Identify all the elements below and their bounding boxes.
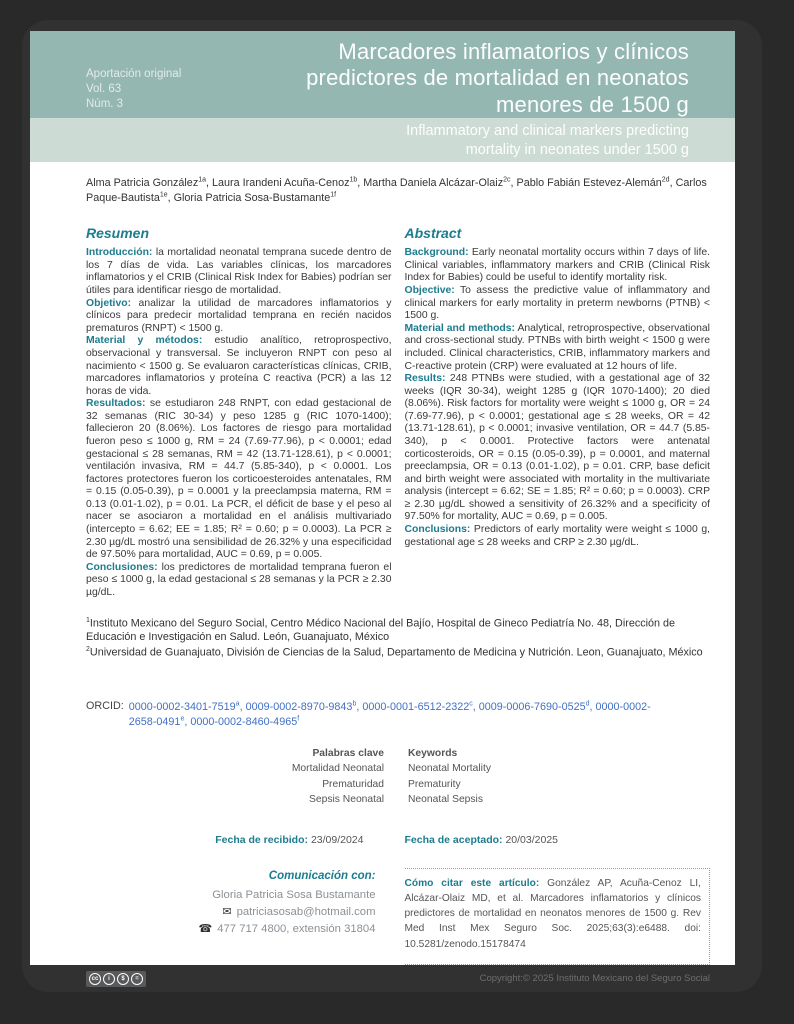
email-icon: ✉ <box>222 905 232 918</box>
contact-phone-row <box>86 921 376 938</box>
citation-label: Cómo citar este artículo: <box>404 877 540 889</box>
abstract-conclusions: Conclusions: Predictors of early mortality were weight ≤ 1000 g, gestational age ≤ 28 weeks and CRP ≥ 2.30 µg/dL. <box>404 524 710 548</box>
abstract-background: Background: Early neonatal mortality occurs within 7 days of life. Clinical variables, inflammatory markers and CRIB (Clinical Risk Index for Babies) could be useful to identify mortality risk. <box>404 247 710 284</box>
orcid-link[interactable]: 0000-0002-3401-7519$^a$ , <box>129 701 246 713</box>
author-list <box>86 175 710 205</box>
orcid-link[interactable]: 0009-0002-8970-9843$^b$ , <box>246 701 363 713</box>
abstract-column <box>405 225 711 599</box>
citation-block <box>405 868 711 965</box>
author: Carlos Paque-Bautista$^{1e}$ , <box>86 177 707 204</box>
contact-heading: Comunicación con: <box>268 869 376 882</box>
header-band <box>30 31 735 118</box>
orcid-link[interactable]: 0000-0002-2658-0491e , <box>129 701 651 728</box>
license-text: Licencia CC 4.0 <box>152 972 230 985</box>
author: Laura Irandeni Acuña-Cenoz$^{1b}$ , <box>212 177 363 189</box>
orcid-link[interactable]: 0000-0002-8460-4965$^f$ <box>190 715 300 729</box>
license-block <box>86 971 230 987</box>
affiliation-2: $^2$Universidad de Guanajuato, División de Ciencias de la Salud, Departamento de Medicina y Nutrición. Leon, Guanajuato, México <box>86 645 703 659</box>
page-footer <box>86 965 710 997</box>
cc-license-icon <box>86 971 146 987</box>
keyword-es: Prematuridad <box>322 778 384 790</box>
author-affiliation-sup: 1b <box>349 176 358 183</box>
contact-citation-row <box>86 868 710 965</box>
keywords-spanish <box>86 746 388 808</box>
resumen-objetivo: Objetivo: analizar la utilidad de marcadores inflamatorios y clínicos para predecir mortalidad temprana en recién nacidos prematuros (RNPT) < 1500 g. <box>86 297 392 334</box>
resumen-column <box>86 225 392 599</box>
title-spanish: Marcadores inflamatorios y clínicos predictores de mortalidad en neonatos menores de 1500 g <box>306 39 689 117</box>
contact-name: Gloria Patricia Sosa Bustamante <box>212 888 376 901</box>
copyright-text: Copyright:© 2025 Instituto Mexicano del Seguro Social <box>479 973 710 985</box>
keywords-es-header: Palabras clave <box>312 747 384 759</box>
resumen-resultados: Resultados: se estudiaron 248 RNPT, con edad gestacional de 32 semanas (RIC 30-34) y peso 1285 g (RIC 1070-1400); fallecieron 20 (8.06%). Los factores de riesgo para mortalidad fueron peso ≤ 1000 g, RM = 24 (7.69-77.96), p < 0.0001; edad gestacional ≤ 28 semanas, RM = 42 (13.71-128.61), p < 0.0001; ventilación invasiva, RM = 44.7 (5.85-340), p < 0.0001. Los factores protectores fueron los corticoesteroides antenatales, RM = 0.15 (0.05-0.39), p = 0.0001 y la preeclampsia materna, RM = 0.13 (0.01-1.02), p = 0.01. La PCR, el déficit de base y el peso al nacer se asociaron a mortalidad en el análisis multivariado (intercepto = 6.62; EE = 1.85; R² = 0.60; p = 0.0003). La PCR ≥ 2.30 µg/dL mostró una sensibilidad de 26.32% y una especificidad de 97.50% para mortalidad, AUC = 0.69, p = 0.005. <box>86 398 392 561</box>
keywords-english <box>408 746 710 808</box>
keyword-en: Neonatal Sepsis <box>408 794 483 806</box>
author-affiliation-sup: 1f <box>330 191 337 199</box>
article-type: Aportación original <box>86 68 182 80</box>
affiliation-1: $^1$Instituto Mexicano del Seguro Social, Centro Médico Nacional del Bajío, Hospital de Gineco Pediatría No. 48, Dirección de Educación e Investigación en Salud. León, Guanajuato, México <box>86 616 676 644</box>
orcid-link[interactable]: 0000-0001-6512-2322$^c$ , <box>362 701 478 713</box>
keyword-en: Prematurity <box>408 778 461 790</box>
article-page <box>30 31 735 985</box>
title-english: Inflammatory and clinical markers predicting mortality in neonates under 1500 g <box>406 123 689 158</box>
cc-by-icon: i <box>103 973 115 985</box>
issue-number: Núm. 3 <box>86 97 124 110</box>
contact-phone: 477 717 4800, extensión 31804 <box>217 922 376 935</box>
abstract-results: Results: 248 PTNBs were studied, with a gestational age of 32 weeks (IQR 30-34), weight 1285 g (IQR 1070-1400); 20 died (8.06%). Risk factors for mortality were weight ≤ 1000 g, OR = 24 (7.69-77.96), p < 0.0001; gestational age ≤ 28 weeks, OR = 42 (13.71-128.61), p < 0.0001; invasive ventilation, OR = 44.7 (5.85-340), p < 0.0001. Protective factors were antenatal corticosteroids, OR = 0.15 (0.05-0.39), p = 0.0001, and maternal preeclampsia, OR = 0.13 (0.01-1.02), p = 0.01. CRP, base deficit and birth weight were associated with mortality in the multivariate analysis (intercept = 6.62; SE = 1.85; R² = 0.60; p = 0.0003). CRP ≥ 2.30 µg/dL showed a sensitivity of 26.32% and a specificity of 97.50% for mortality, AUC = 0.69, p = 0.005. <box>404 373 710 523</box>
resumen-conclusiones: Conclusiones: los predictores de mortalidad temprana fueron el peso ≤ 1000 g, la edad gestacional ≤ 28 semanas y la PCR ≥ 2.30 µg/dL. <box>86 561 392 598</box>
subtitle-band <box>30 118 735 162</box>
page-content <box>30 162 735 997</box>
orcid-block <box>86 699 710 729</box>
author: Pablo Fabián Estevez-Alemán$^{2d}$ , <box>517 177 676 189</box>
author: Gloria Patricia Sosa-Bustamante$^{1f}$ <box>173 191 337 204</box>
orcid-link[interactable]: 0009-0006-7690-0525$^d$ , <box>479 701 596 713</box>
abstract-objective: Objective: To assess the predictive value of inflammatory and clinical markers for early mortality in preterm newborns (PTNB) < 1500 g. <box>404 285 711 322</box>
dates-block <box>86 834 710 846</box>
author: Alma Patricia González$^{1a}$ , <box>86 177 212 189</box>
author-affiliation-sup: 1e <box>159 191 168 199</box>
author-affiliation-sup: 2d <box>661 176 670 183</box>
contact-email-row <box>86 904 376 921</box>
abstract-columns <box>86 225 710 599</box>
author-affiliation-sup: 2c <box>503 176 511 183</box>
phone-icon: ☎ <box>198 922 213 935</box>
contact-block <box>86 868 392 965</box>
cc-nc-icon: $ <box>117 973 129 985</box>
resumen-material-metodos: Material y métodos: estudio analítico, retroprospectivo, observacional y transversal. Se incluyeron RNPT con peso al nacimiento < 1500 g. Se evaluaron características clínicas, CRIB, marcadores inflamatorios y proteína C reactiva (PCR) a las 12 horas de vida. <box>86 335 392 397</box>
abstract-material-methods: Material and methods: Analytical, retroprospective, observational and cross-sectional study. PTNBs with birth weight < 1500 g were included. Clinical characteristics, CRIB, inflammatory markers and C-reactive protein (CRP) were evaluated at 12 hours of life. <box>404 322 710 372</box>
affiliations <box>86 616 710 660</box>
cc-nd-icon: = <box>131 973 143 985</box>
cc-icon: cc <box>89 973 101 985</box>
keywords-en-header: Keywords <box>408 747 458 759</box>
author: Martha Daniela Alcázar-Olaiz$^{2c}$ , <box>363 177 516 189</box>
author-affiliation-sup: 1a <box>198 176 207 183</box>
resumen-introduccion: Introducción: la mortalidad neonatal temprana sucede dentro de los 7 días de vida. Las variables clínicas, los marcadores inflamatorios y el CRIB (Clinical Risk Index for Babies) podrían ser útiles para identificar riesgo de mortalidad. <box>86 247 392 297</box>
received-date: Fecha de recibido: 23/09/2024 <box>215 833 364 846</box>
accepted-date: Fecha de aceptado: 20/03/2025 <box>404 833 559 846</box>
abstract-heading: Abstract <box>404 225 462 242</box>
keywords-block <box>86 746 710 808</box>
orcid-id-list <box>129 699 674 729</box>
keyword-en: Neonatal Mortality <box>408 763 491 775</box>
journal-kicker <box>86 67 181 112</box>
resumen-heading: Resumen <box>86 225 150 242</box>
volume: Vol. 63 <box>86 82 122 95</box>
keyword-es: Mortalidad Neonatal <box>291 763 384 775</box>
contact-email[interactable]: patriciasosab@hotmail.com <box>236 905 376 918</box>
keyword-es: Sepsis Neonatal <box>309 794 384 806</box>
citation-text: González AP, Acuña-Cenoz LI, Alcázar-Olaiz MD, et al. Marcadores inflamatorios y clínicos predictores de mortalidad en neonatos menores de 1500 g. Rev Med Inst Mex Seguro Soc. 2025;63(3):e6488. doi: 10.5281/zenodo.15178474 <box>404 877 701 950</box>
orcid-label: ORCID: <box>86 700 124 713</box>
